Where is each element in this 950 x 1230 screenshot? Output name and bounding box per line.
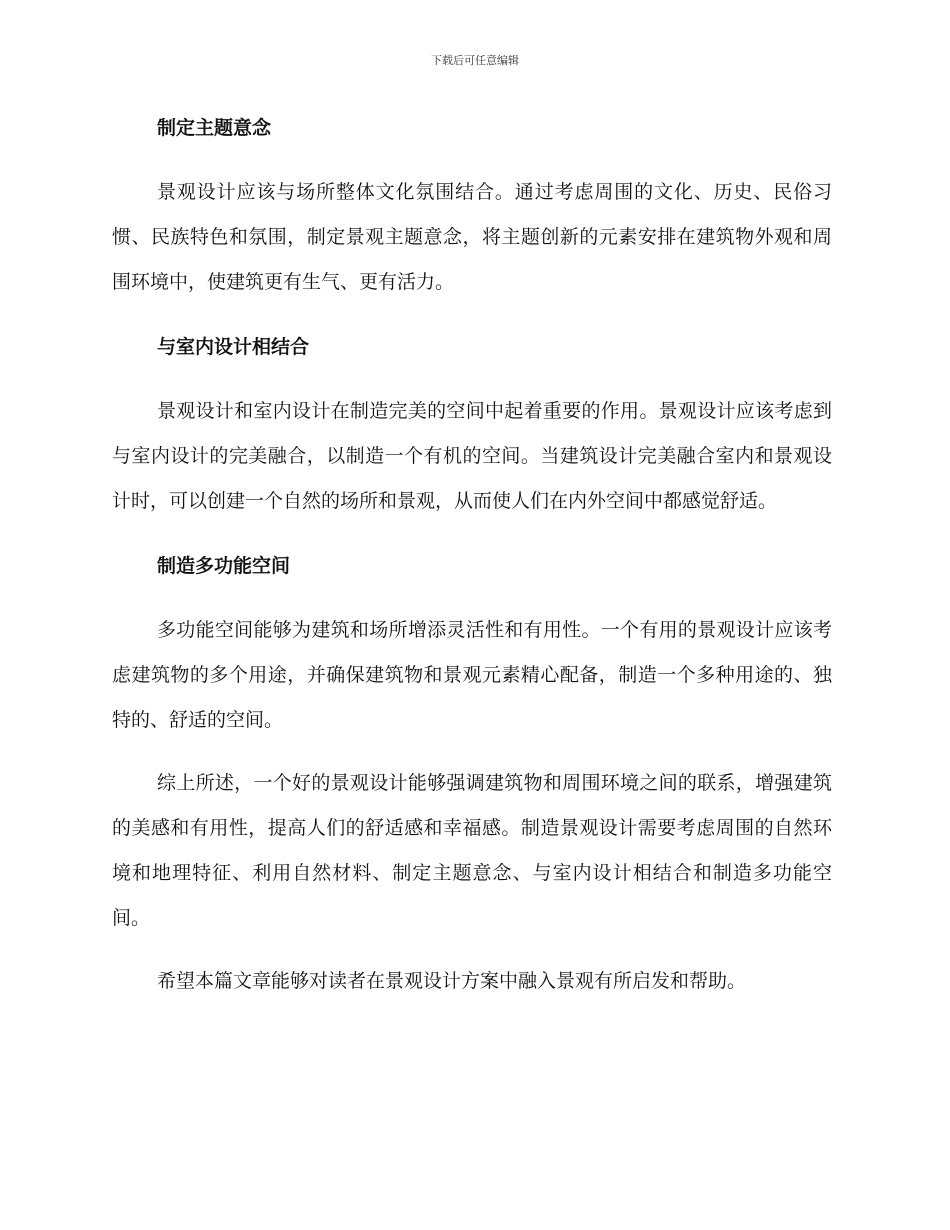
section-heading-interior: 与室内设计相结合 bbox=[157, 336, 310, 358]
document-body bbox=[112, 112, 832, 1004]
section-heading-theme: 制定主题意念 bbox=[157, 117, 272, 139]
section-paragraph-multifunction: 多功能空间能够为建筑和场所增添灵活性和有用性。一个有用的景观设计应该考虑建筑物的多个用途，并确保建筑物和景观元素精心配备，制造一个多种用途的、独特的、舒适的空间。 bbox=[112, 619, 832, 731]
section-paragraph-theme: 景观设计应该与场所整体文化氛围结合。通过考虑周围的文化、历史、民俗习惯、民族特色和氛围，制定景观主题意念，将主题创新的元素安排在建筑物外观和周围环境中，使建筑更有生气、更有活力。 bbox=[112, 181, 832, 293]
header-note: 下载后可任意编辑 bbox=[431, 54, 519, 67]
section-paragraph-interior: 景观设计和室内设计在制造完美的空间中起着重要的作用。景观设计应该考虑到与室内设计的完美融合，以制造一个有机的空间。当建筑设计完美融合室内和景观设计时，可以创建一个自然的场所和景观，从而使人们在内外空间中都感觉舒适。 bbox=[112, 400, 832, 512]
closing-paragraph: 希望本篇文章能够对读者在景观设计方案中融入景观有所启发和帮助。 bbox=[157, 970, 747, 992]
section-heading-multifunction: 制造多功能空间 bbox=[157, 555, 291, 577]
conclusion-paragraph: 综上所述，一个好的景观设计能够强调建筑物和周围环境之间的联系，增强建筑的美感和有用性，提高人们的舒适感和幸福感。制造景观设计需要考虑周围的自然环境和地理特征、利用自然材料、制定主题意念、与室内设计相结合和制造多功能空间。 bbox=[112, 772, 832, 929]
